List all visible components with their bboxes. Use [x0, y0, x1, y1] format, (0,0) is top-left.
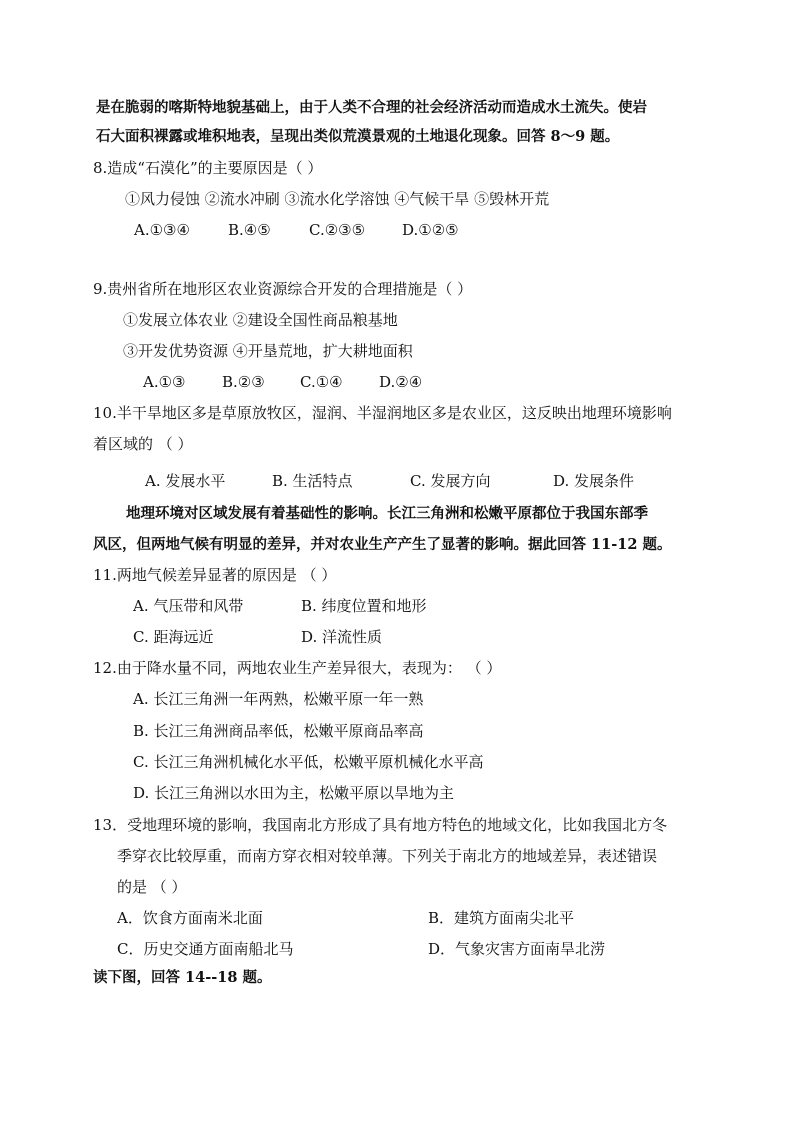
question-12-option-c[interactable]: C. 长江三角洲机械化水平低，松嫩平原机械化水平高 [133, 753, 484, 771]
question-9-option-c[interactable]: C.①④ [300, 373, 343, 391]
intro-text-line-2: 石大面积裸露或堆积地表，呈现出类似荒漠景观的土地退化现象。回答 8～9 题。 [96, 128, 620, 145]
question-13-option-c[interactable]: C．历史交通方面南船北马 [117, 940, 294, 958]
question-10-option-a[interactable]: A. 发展水平 [145, 472, 226, 490]
question-10-stem-line-1: 10.半干旱地区多是草原放牧区，湿润、半湿润地区多是农业区，这反映出地理环境影响 [93, 404, 672, 422]
read-figure-instruction: 读下图，回答 14--18 题。 [93, 969, 272, 986]
question-13-stem-line-2: 季穿衣比较厚重，而南方穿衣相对较单薄。下列关于南北方的地域差异，表述错误 [117, 847, 658, 865]
question-13-option-a[interactable]: A．饮食方面南米北面 [117, 909, 263, 927]
question-9-option-a[interactable]: A.①③ [143, 373, 186, 391]
question-13-stem-line-3: 的是 （ ） [117, 878, 187, 896]
question-8-option-a[interactable]: A.①③④ [134, 221, 190, 239]
question-12-option-d[interactable]: D. 长江三角洲以水田为主，松嫩平原以旱地为主 [133, 784, 455, 802]
question-9-option-d[interactable]: D.②④ [379, 373, 423, 391]
question-11-option-c[interactable]: C. 距海远近 [133, 628, 214, 646]
question-8-option-c[interactable]: C.②③⑤ [309, 221, 366, 239]
question-11-option-b[interactable]: B. 纬度位置和地形 [301, 597, 427, 615]
question-11-option-d[interactable]: D. 洋流性质 [301, 628, 383, 646]
question-10-option-c[interactable]: C. 发展方向 [410, 472, 491, 490]
question-13-stem-line-1: 13．受地理环境的影响，我国南北方形成了具有地方特色的地域文化，比如我国北方冬 [93, 816, 668, 834]
question-12-stem: 12.由于降水量不同，两地农业生产差异很大，表现为： （ ） [93, 659, 502, 677]
question-10-option-d[interactable]: D. 发展条件 [553, 472, 635, 490]
intro-2-text-line-1: 地理环境对区域发展有着基础性的影响。长江三角洲和松嫩平原都位于我国东部季 [126, 505, 648, 522]
question-8-option-d[interactable]: D.①②⑤ [402, 221, 459, 239]
question-11-stem: 11.两地气候差异显著的原因是 （ ） [93, 566, 337, 584]
question-13-option-b[interactable]: B．建筑方面南尖北平 [428, 909, 575, 927]
intro-2-text-line-2: 风区，但两地气候有明显的差异，并对农业生产产生了显著的影响。据此回答 11-12 题。 [93, 536, 672, 553]
question-11-option-a[interactable]: A. 气压带和风带 [133, 597, 244, 615]
question-12-option-a[interactable]: A. 长江三角洲一年两熟，松嫩平原一年一熟 [133, 690, 424, 708]
question-9-option-b[interactable]: B.②③ [222, 373, 265, 391]
question-8-option-b[interactable]: B.④⑤ [228, 221, 271, 239]
question-10-option-b[interactable]: B. 生活特点 [272, 472, 353, 490]
question-9-items-1: ①发展立体农业 ②建设全国性商品粮基地 [123, 311, 398, 329]
intro-text-line-1: 是在脆弱的喀斯特地貌基础上，由于人类不合理的社会经济活动而造成水土流失。使岩 [96, 99, 647, 116]
question-8-items: ①风力侵蚀 ②流水冲刷 ③流水化学溶蚀 ④气候干旱 ⑤毁林开荒 [125, 190, 550, 208]
question-9-stem: 9.贵州省所在地形区农业资源综合开发的合理措施是（ ） [93, 280, 473, 298]
question-10-stem-line-2: 着区域的 （ ） [93, 435, 193, 453]
question-13-option-d[interactable]: D．气象灾害方面南旱北涝 [428, 940, 606, 958]
question-8-stem: 8.造成“石漠化”的主要原因是（ ） [93, 159, 323, 177]
question-9-items-2: ③开发优势资源 ④开垦荒地，扩大耕地面积 [123, 342, 413, 360]
question-12-option-b[interactable]: B. 长江三角洲商品率低，松嫩平原商品率高 [133, 722, 424, 740]
